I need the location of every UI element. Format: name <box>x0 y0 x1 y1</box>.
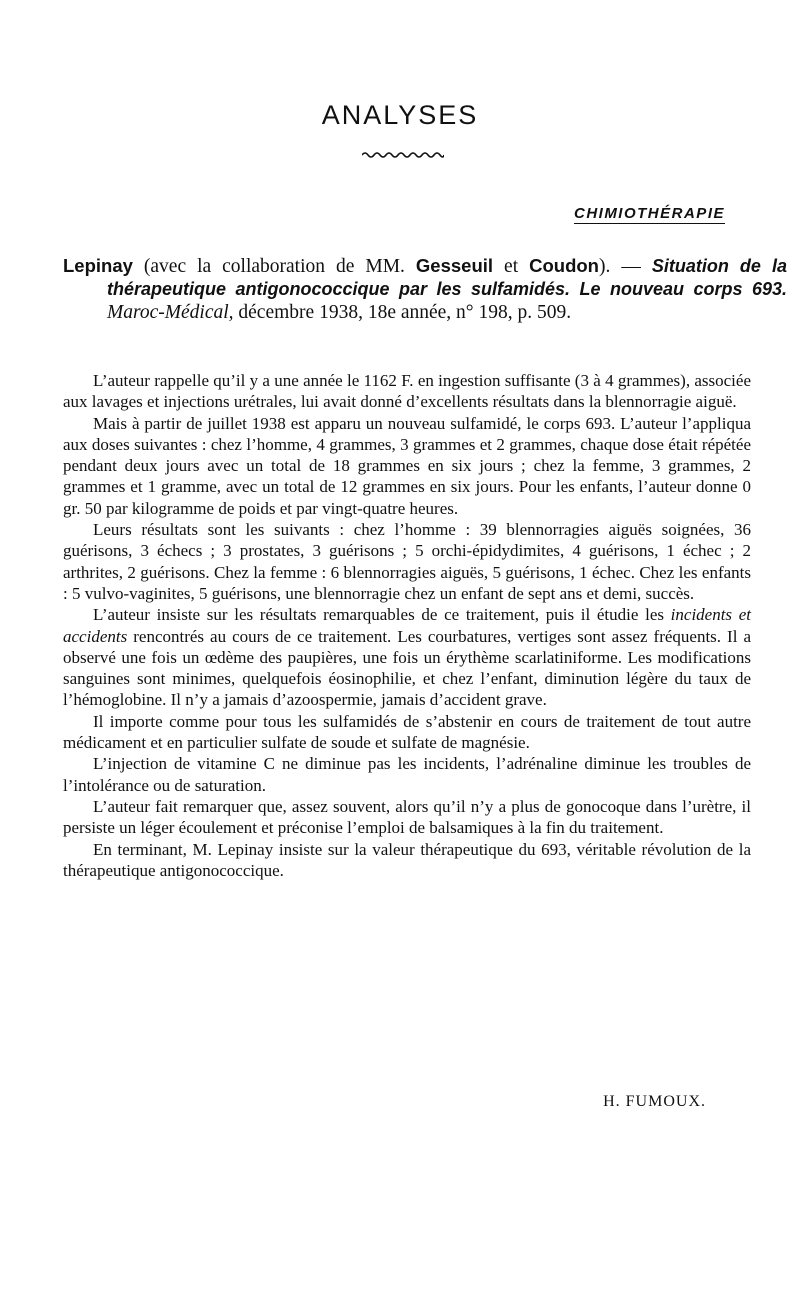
paragraph-2: Mais à partir de juillet 1938 est apparu un nouveau sulfamidé, le corps 693. L’auteur l’appliqua aux doses suivantes : chez l’homme, 4 grammes, 3 grammes et 2 grammes, chaque dose était répétée pendant deux jours avec un total de 18 grammes en six jours ; chez la femme, 3 grammes, 2 grammes et 1 gramme, avec un total de 12 grammes en six jours. Pour les enfants, l’auteur donne 0 gr. 50 par kilogramme de poids et par vingt-quatre heures. <box>63 413 751 518</box>
paragraph-5: Il importe comme pour tous les sulfamidés de s’abstenir en cours de traitement de tout autre médicament et en particulier sulfate de soude et sulfate de magnésie. <box>63 711 751 753</box>
wavy-ornament-icon <box>362 150 444 160</box>
collab-and: et <box>504 256 519 277</box>
collaborator-1: Gesseuil <box>415 255 494 276</box>
citation <box>63 254 787 324</box>
collaborator-2: Coudon <box>529 255 599 276</box>
paragraph-7: L’auteur fait remarquer que, assez souvent, alors qu’il n’y a plus de gonocoque dans l’urètre, il persiste un léger écoulement et préconise l’emploi de balsamiques à la fin du traitement. <box>63 796 751 838</box>
citation-details: décembre 1938, 18e année, n° 198, p. 509. <box>238 302 572 323</box>
paragraph-8: En terminant, M. Lepinay insiste sur la valeur thérapeutique du 693, véritable révolution de la thérapeutique antigonococcique. <box>63 839 751 880</box>
paragraph-4-end: rencontrés au cours de ce traitement. Les courbatures, vertiges sont assez fréquents. Il a observé une fois un œdème des paupières, une fois un érythème scarlatiniforme. Les modifications sanguines sont minimes, quelquefois éosinophilie, et chez l’enfant, diminution légère du taux de l’hémoglobine. Il n’y a jamais d’azoospermie, jamais d’accident grave. <box>63 626 752 710</box>
page-title: ANALYSES <box>321 100 479 130</box>
author-name: Lepinay <box>63 255 133 276</box>
paragraph-4-italic: incidents et accidents <box>63 605 751 646</box>
paragraph-1: L’auteur rappelle qu’il y a une année le 1162 F. en ingestion suffisante (3 à 4 grammes), associée aux lavages et injections urétrales, lui avait donné d’excellents résultats dans la blennorragie aiguë. <box>63 371 751 412</box>
collab-intro: (avec la collaboration de MM. <box>143 256 405 277</box>
collab-close: ). — <box>598 256 641 277</box>
paragraph-6: L’injection de vitamine C ne diminue pas les incidents, l’adrénaline diminue les troubles de l’intolérance ou de saturation. <box>63 754 751 795</box>
signature: H. FUMOUX. <box>603 1093 706 1110</box>
paragraph-3: Leurs résultats sont les suivants : chez l’homme : 39 blennorragies aiguës soignées, 36 guérisons, 3 échecs ; 3 prostates, 3 guérisons ; 5 orchi-épidydimites, 4 guérisons, 1 échec ; 2 arthrites, 2 guérisons. Chez la femme : 6 blennorragies aiguës, 5 guérisons, 1 échec. Chez les enfants : 5 vulvo-vaginites, 5 guérisons, une blennorragie chez un enfant de sept ans et demi, succès. <box>63 520 751 603</box>
paragraph-4 <box>63 604 751 710</box>
section-heading: CHIMIOTHÉRAPIE <box>573 205 725 222</box>
paragraph-4-start: L’auteur insiste sur les résultats remarquables de ce traitement, puis il étudie les <box>93 605 664 625</box>
journal-name: Maroc-Médical, <box>107 302 234 323</box>
article-title: Situation de la thérapeutique antigonococcique par les sulfamidés. Le nouveau corps 693. <box>107 256 788 299</box>
article-body <box>63 370 751 881</box>
